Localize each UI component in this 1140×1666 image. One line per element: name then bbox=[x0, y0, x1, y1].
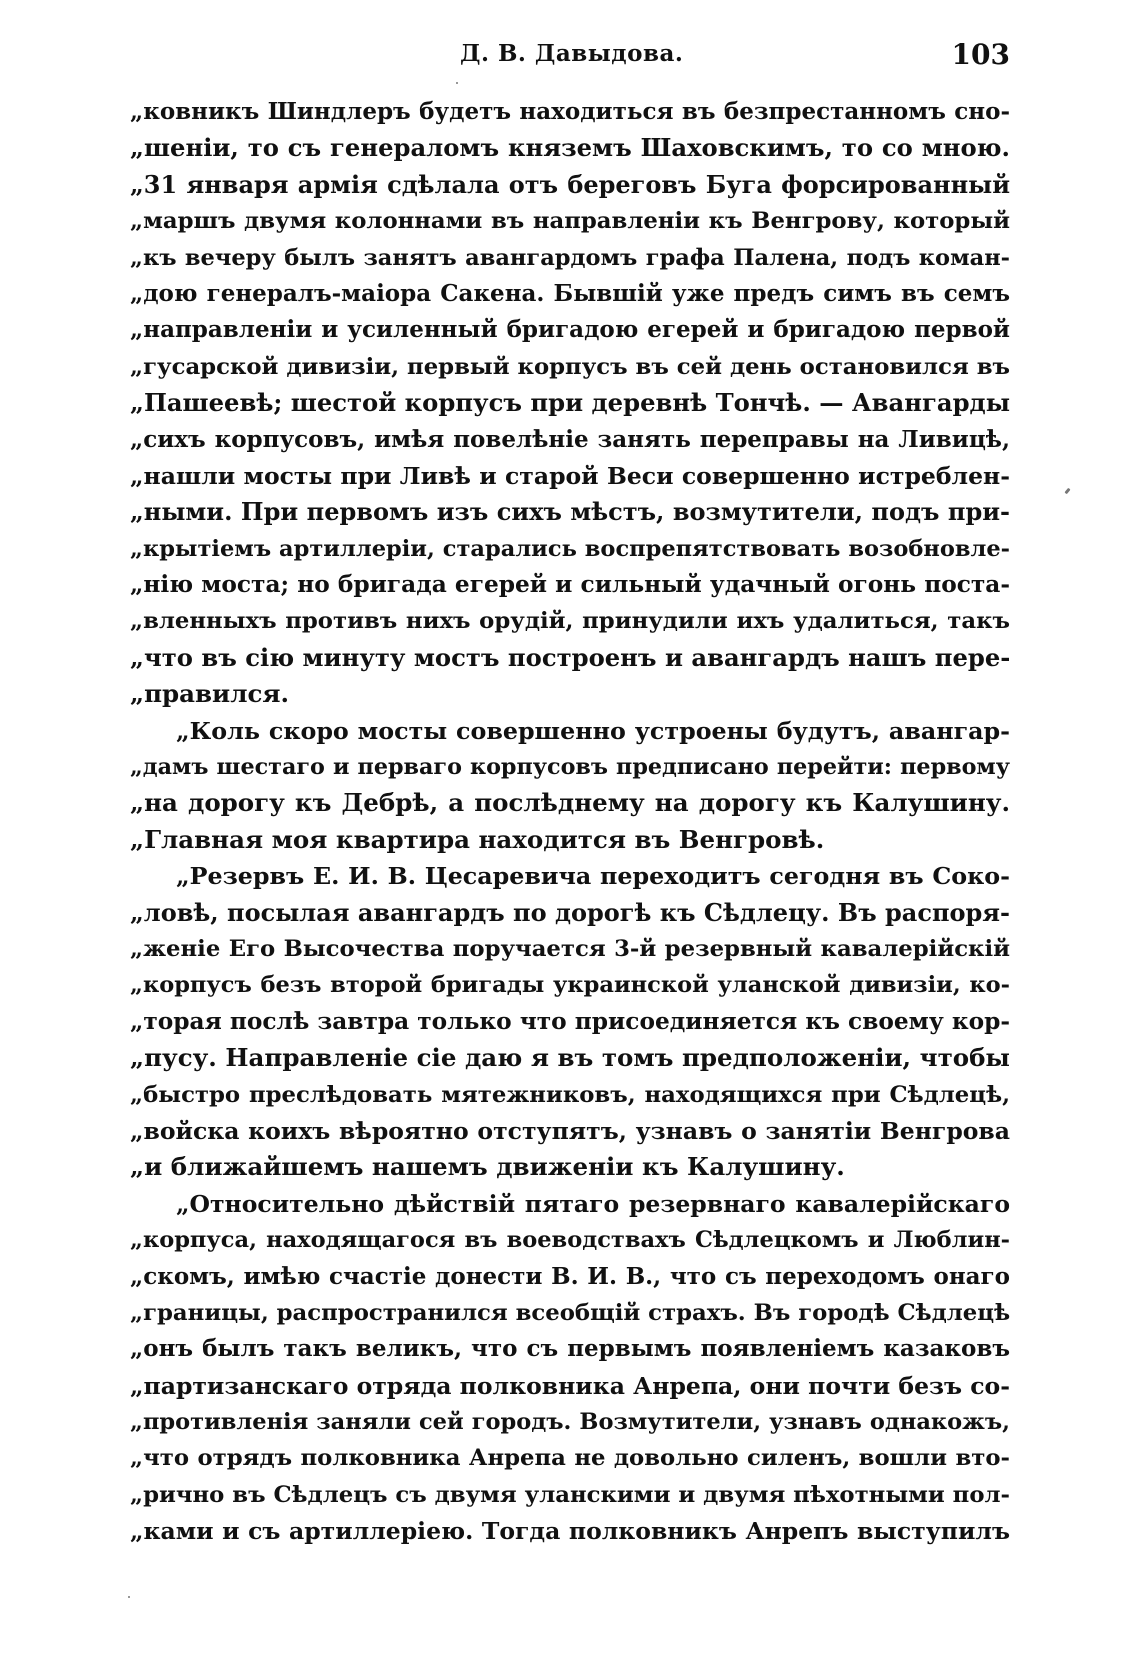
scan-speck bbox=[128, 1596, 130, 1598]
text-line: „шеніи, то съ генераломъ княземъ Шаховскимъ, то со мною. bbox=[130, 133, 1010, 163]
text-line: „вленныхъ противъ нихъ орудій, принудили ихъ удалиться, такъ bbox=[130, 608, 1010, 635]
text-line: „маршъ двумя колоннами въ направленіи къ Венгрову, который bbox=[130, 208, 1010, 235]
text-line: „и ближайшемъ нашемъ движеніи къ Калушину. bbox=[130, 1152, 845, 1182]
text-line: „дамъ шестаго и перваго корпусовъ предписано перейти: первому bbox=[130, 754, 1010, 781]
running-title: Д. В. Давыдова. bbox=[460, 40, 684, 67]
text-line: „границы, распространился всеобщій страхъ. Въ городѣ Сѣдлецѣ bbox=[130, 1299, 1010, 1326]
text-line: „пусу. Направленіе сіе даю я въ томъ предположеніи, чтобы bbox=[130, 1043, 1010, 1073]
text-line: „ными. При первомъ изъ сихъ мѣстъ, возмутители, подъ при- bbox=[130, 497, 1010, 527]
text-line: „что въ сію минуту мостъ построенъ и авангардъ нашъ пере- bbox=[130, 642, 1010, 672]
text-line: „31 января армія сдѣлала отъ береговъ Буга форсированный bbox=[130, 169, 1010, 199]
scan-speck bbox=[1064, 488, 1070, 495]
text-line: „торая послѣ завтра только что присоединяется къ своему кор- bbox=[130, 1007, 1010, 1035]
text-line: „рично въ Сѣдлецъ съ двумя уланскими и двумя пѣхотными пол- bbox=[130, 1481, 1010, 1508]
text-line: „что отрядъ полковника Анрепа не довольно силенъ, вошли вто- bbox=[130, 1445, 1010, 1472]
text-line: „онъ былъ такъ великъ, что съ первымъ появленіемъ казаковъ bbox=[130, 1335, 1010, 1363]
text-line: „партизанскаго отряда полковника Анрепа, они почти безъ со- bbox=[130, 1371, 1010, 1400]
scan-speck bbox=[456, 82, 458, 84]
text-line: „направленіи и усиленный бригадою егерей и бригадою первой bbox=[130, 316, 1010, 344]
text-line: „ловѣ, посылая авангардъ по дорогѣ къ Сѣдлецу. Въ распоря- bbox=[130, 897, 1010, 927]
text-line: „сихъ корпусовъ, имѣя повелѣніе занять переправы на Ливицѣ, bbox=[130, 425, 1010, 453]
body-text bbox=[130, 94, 1010, 1550]
text-line: „быстро преслѣдовать мятежниковъ, находящихся при Сѣдлецѣ, bbox=[130, 1081, 1010, 1108]
text-line: „Резервъ Е. И. В. Цесаревича переходитъ сегодня въ Соко- bbox=[176, 862, 1010, 891]
text-line: „къ вечеру былъ занятъ авангардомъ графа Палена, подъ коман- bbox=[130, 244, 1010, 271]
text-line: „ковникъ Шиндлеръ будетъ находиться въ безпрестанномъ сно- bbox=[130, 98, 1010, 125]
text-line: „нію моста; но бригада егерей и сильный удачный огонь поста- bbox=[130, 571, 1010, 599]
text-line: „правился. bbox=[130, 679, 290, 709]
text-line: „дою генералъ-маіора Сакена. Бывшій уже предъ симъ въ семъ bbox=[130, 279, 1010, 307]
text-line: „войска коихъ вѣроятно отступятъ, узнавъ о занятіи Венгрова bbox=[130, 1116, 1010, 1145]
page-number: 103 bbox=[951, 38, 1010, 71]
text-line: „нашли мосты при Ливѣ и старой Веси совершенно истреблен- bbox=[130, 461, 1010, 490]
text-line: „гусарской дивизіи, первый корпусъ въ сей день остановился въ bbox=[130, 353, 1010, 380]
text-line: „крытіемъ артиллеріи, старались воспрепятствовать возобновле- bbox=[130, 535, 1010, 562]
text-line: „Главная моя квартира находится въ Венгровѣ. bbox=[130, 824, 825, 854]
text-line: „ками и съ артиллеріею. Тогда полковникъ Анрепъ выступилъ bbox=[130, 1517, 1010, 1546]
text-line: „противленія заняли сей городъ. Возмутители, узнавъ однакожъ, bbox=[130, 1409, 1010, 1436]
text-line: „на дорогу къ Дебрѣ, а послѣднему на дорогу къ Калушину. bbox=[130, 788, 1010, 818]
text-line: „корпуса, находящагося въ воеводствахъ Сѣдлецкомъ и Люблин- bbox=[130, 1227, 1010, 1254]
text-line: „корпусъ безъ второй бригады украинской уланской дивизіи, ко- bbox=[130, 972, 1010, 999]
page-header bbox=[130, 38, 1010, 78]
text-line: „Коль скоро мосты совершенно устроены будутъ, авангар- bbox=[176, 716, 1010, 745]
text-line: „Относительно дѣйствій пятаго резервнаго кавалерійскаго bbox=[176, 1189, 1010, 1218]
text-line: „Пашеевѣ; шестой корпусъ при деревнѣ Тончѣ. — Авангарды bbox=[130, 388, 1010, 418]
text-line: „скомъ, имѣю счастіе донести В. И. В., что съ переходомъ онаго bbox=[130, 1262, 1010, 1290]
text-line: „женіе Его Высочества поручается 3-й резервный кавалерійскій bbox=[130, 935, 1010, 962]
